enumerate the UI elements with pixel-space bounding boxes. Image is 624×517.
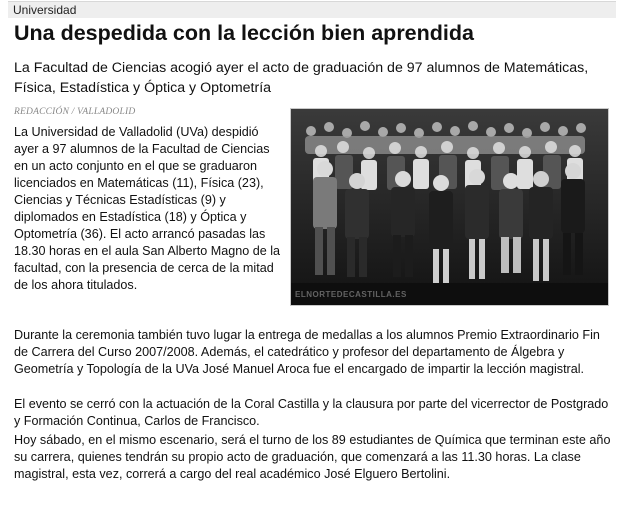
article-paragraph-2: Durante la ceremonia también tuvo lugar la entrega de medallas a los alumnos Premio Extraordinario Fin de Carrera del Curso 2007/2008. Además, el catedrático y profesor del departamento de Álgebra y Geometría y Topología de la UVa José Manuel Aroca fue el encargado de impartir la lección magistral. bbox=[14, 328, 600, 376]
article-paragraph-4: Hoy sábado, en el mismo escenario, será el turno de los 89 estudiantes de Química que terminan este año su carrera, quienes tendrán su propio acto de graduación, que comenzará a las 11.30 horas. La clase magistral, esta vez, correrá a cargo del real académico José Elguero Bertolini. bbox=[14, 433, 611, 481]
graduation-photo bbox=[290, 108, 609, 306]
article-headline: Una despedida con la lección bien aprendida bbox=[14, 21, 474, 45]
article-paragraph-1: La Universidad de Valladolid (UVa) despidió ayer a 97 alumnos de la Facultad de Ciencias en un acto conjunto en el que se graduaron licenciados en Matemáticas (11), Física (23), Ciencias y Técnicas Estadísticas (9) y diplomados en Estadística (18) y Óptica y Optometría (36). El acto arrancó pasadas las 18.30 horas en el aula San Alberto Magno de la facultad, con la presencia de cerca de la mitad de los ahora titulados. bbox=[14, 125, 281, 292]
graduation-photo-image bbox=[291, 109, 608, 305]
article-byline: REDACCIÓN / VALLADOLID bbox=[14, 107, 136, 117]
article-subtitle: La Facultad de Ciencias acogió ayer el acto de graduación de 97 alumnos de Matemáticas, Física, Estadística y Óptica y Optometría bbox=[14, 60, 589, 96]
photo-watermark: ELNORTEDECASTILLA.ES bbox=[295, 290, 407, 299]
article-paragraph-3: El evento se cerró con la actuación de la Coral Castilla y la clausura por parte del vicerrector de Postgrado y Formación Continua, Carlos de Francisco. bbox=[14, 397, 609, 428]
section-label: Universidad bbox=[8, 1, 616, 18]
